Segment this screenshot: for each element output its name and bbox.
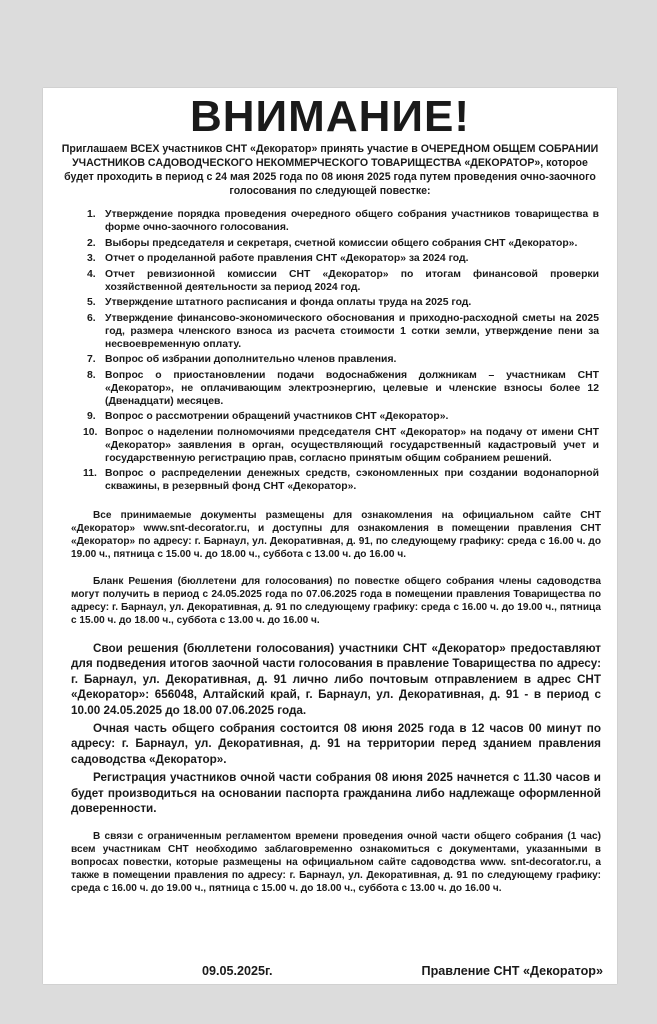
intro-paragraph: Приглашаем ВСЕХ участников СНТ «Декоратор» принять участие в ОЧЕРЕДНОМ ОБЩЕМ СОБРАНИИ УЧАСТНИКОВ САДОВОДЧЕСКОГО НЕКОММЕРЧЕСКОГО ТОВАРИЩЕСТВА «ДЕКОРАТОР», которое будет проходить в период с 24 мая 2025 года по 08 июня 2025 года путем проведения очно-заочного голосования по следующей повестке: xyxy=(61,143,599,197)
in-person-paragraph: Очная часть общего собрания состоится 08 июня 2025 года в 12 часов 00 минут по адресу: г. Барнаул, ул. Декоративная, д. 91 на территории перед зданием правления садоводства «Декоратор». xyxy=(71,722,601,766)
agenda-item xyxy=(87,252,599,265)
agenda-item-text: Вопрос о рассмотрении обращений участников СНТ «Декоратор». xyxy=(105,411,449,422)
agenda-item-text: Отчет о проделанной работе правления СНТ «Декоратор» за 2024 год. xyxy=(105,253,469,264)
notice-sheet xyxy=(43,88,617,984)
agenda-item-text: Утверждение порядка проведения очередного общего собрания участников товарищества в форме очно-заочного голосования. xyxy=(105,209,599,233)
agenda-item-number: 7. xyxy=(87,354,96,365)
agenda-item-number: 10. xyxy=(83,426,98,438)
decisions-paragraph: Свои решения (бюллетени голосования) участники СНТ «Декоратор» предоставляют для подведения итогов заочной части голосования в правление Товарищества по адресу: г. Барнаул, ул. Декоративная, д. 91 лично либо почтовым отправлением в адрес СНТ «Декоратор»: 656048, Алтайский край, г. Барнаул, ул. Декоративная, д. 91 - в период с 10.00 24.05.2025 до 18.00 07.06.2025 года. xyxy=(71,642,601,717)
agenda-item xyxy=(87,268,599,294)
agenda-item-number: 6. xyxy=(87,312,96,324)
agenda-item-text: Вопрос о приостановлении подачи водоснабжения должникам – участникам СНТ «Декоратор», не оплачивающим электроэнергию, целевые и членские взносы более 12 (Двенадцати) месяцев. xyxy=(105,369,599,407)
agenda-item xyxy=(83,426,599,465)
agenda-list xyxy=(57,208,603,493)
agenda-item xyxy=(87,353,599,366)
agenda-item xyxy=(87,208,599,234)
agenda-item xyxy=(87,312,599,351)
agenda-item-number: 9. xyxy=(87,411,96,422)
agenda-item-number: 4. xyxy=(87,268,96,280)
agenda-item-text: Утверждение финансово-экономического обоснования и приходно-расходной сметы на 2025 год, размера членского взноса из расчета стоимости 1 сотки земли, утверждение пени за несвоевременную оплату. xyxy=(105,312,599,350)
agenda-item-number: 1. xyxy=(87,209,96,220)
ballot-paragraph: Бланк Решения (бюллетени для голосования) по повестке общего собрания члены садоводства могут получить в период с 24.05.2025 года по 07.06.2025 года в помещении правления Товарищества по адресу: г. Барнаул, ул. Декоративная, д. 91 по следующему графику: среда с 16.00 ч. до 19.00 ч., пятница с 15.00 ч. до 18.00 ч., суббота с 13.00 ч. до 16.00 ч. xyxy=(71,576,601,626)
agenda-item-text: Вопрос о наделении полномочиями председателя СНТ «Декоратор» на подачу от имени СНТ «Декоратор» заявления в орган, осуществляющий государственный кадастровый учет и государственную регистрацию прав, согласно принятым общим собранием решений. xyxy=(105,426,599,464)
regulation-paragraph: В связи с ограниченным регламентом времени проведения очной части общего собрания (1 час) всем участникам СНТ необходимо заблаговременно ознакомиться с документами, указанными в вопросах повестки, которые размещены на официальном сайте садоводства www. snt-decorator.ru, а также в помещении правления по адресу: г. Барнаул, ул. Декоративная, д. 91 по следующему графику: среда с 16.00 ч. до 19.00 ч., пятница с 15.00 ч. до 18.00 ч., суббота с 13.00 ч. до 16.00 ч. xyxy=(71,831,601,895)
agenda-item-number: 2. xyxy=(87,237,96,249)
notice-title: ВНИМАНИЕ! xyxy=(189,92,470,141)
documents-paragraph: Все принимаемые документы размещены для ознакомления на официальном сайте СНТ «Декоратор» www.snt-decorator.ru, и доступны для ознакомления в помещении правления СНТ «Декоратор» по адресу: г. Барнаул, ул. Декоративная, д. 91, по следующему графику: среда с 16.00 ч. до 19.00 ч., пятница с 15.00 ч. до 18.00 ч., суббота с 13.00 ч. до 16.00 ч. xyxy=(71,510,601,560)
agenda-item xyxy=(87,410,599,423)
agenda-item-number: 5. xyxy=(87,297,96,308)
notice-signature: Правление СНТ «Декоратор» xyxy=(421,964,603,978)
registration-paragraph: Регистрация участников очной части собрания 08 июня 2025 начнется с 11.30 часов и будет производиться на основании паспорта гражданина либо надлежаще оформленной доверенности. xyxy=(71,771,601,816)
agenda-item xyxy=(87,369,599,408)
agenda-item xyxy=(83,467,599,493)
agenda-item xyxy=(87,237,599,250)
agenda-item-text: Утверждение штатного расписания и фонда оплаты труда на 2025 год. xyxy=(105,297,472,308)
agenda-item-text: Отчет ревизионной комиссии СНТ «Декоратор» по итогам финансовой проверки хозяйственной деятельности за период 2024 год. xyxy=(105,268,599,293)
notice-date: 09.05.2025г. xyxy=(202,964,273,978)
agenda-item-number: 8. xyxy=(87,369,96,381)
agenda-item-number: 11. xyxy=(83,468,97,479)
agenda-item-text: Вопрос об избрании дополнительно членов правления. xyxy=(105,354,397,365)
agenda-item-text: Выборы председателя и секретаря, счетной комиссии общего собрания СНТ «Декоратор». xyxy=(105,237,578,249)
agenda-item-text: Вопрос о распределении денежных средств, сэкономленных при создании водонапорной скважины, в резервный фонд СНТ «Декоратор». xyxy=(105,468,599,492)
agenda-item xyxy=(87,296,599,309)
agenda-item-number: 3. xyxy=(87,253,96,264)
